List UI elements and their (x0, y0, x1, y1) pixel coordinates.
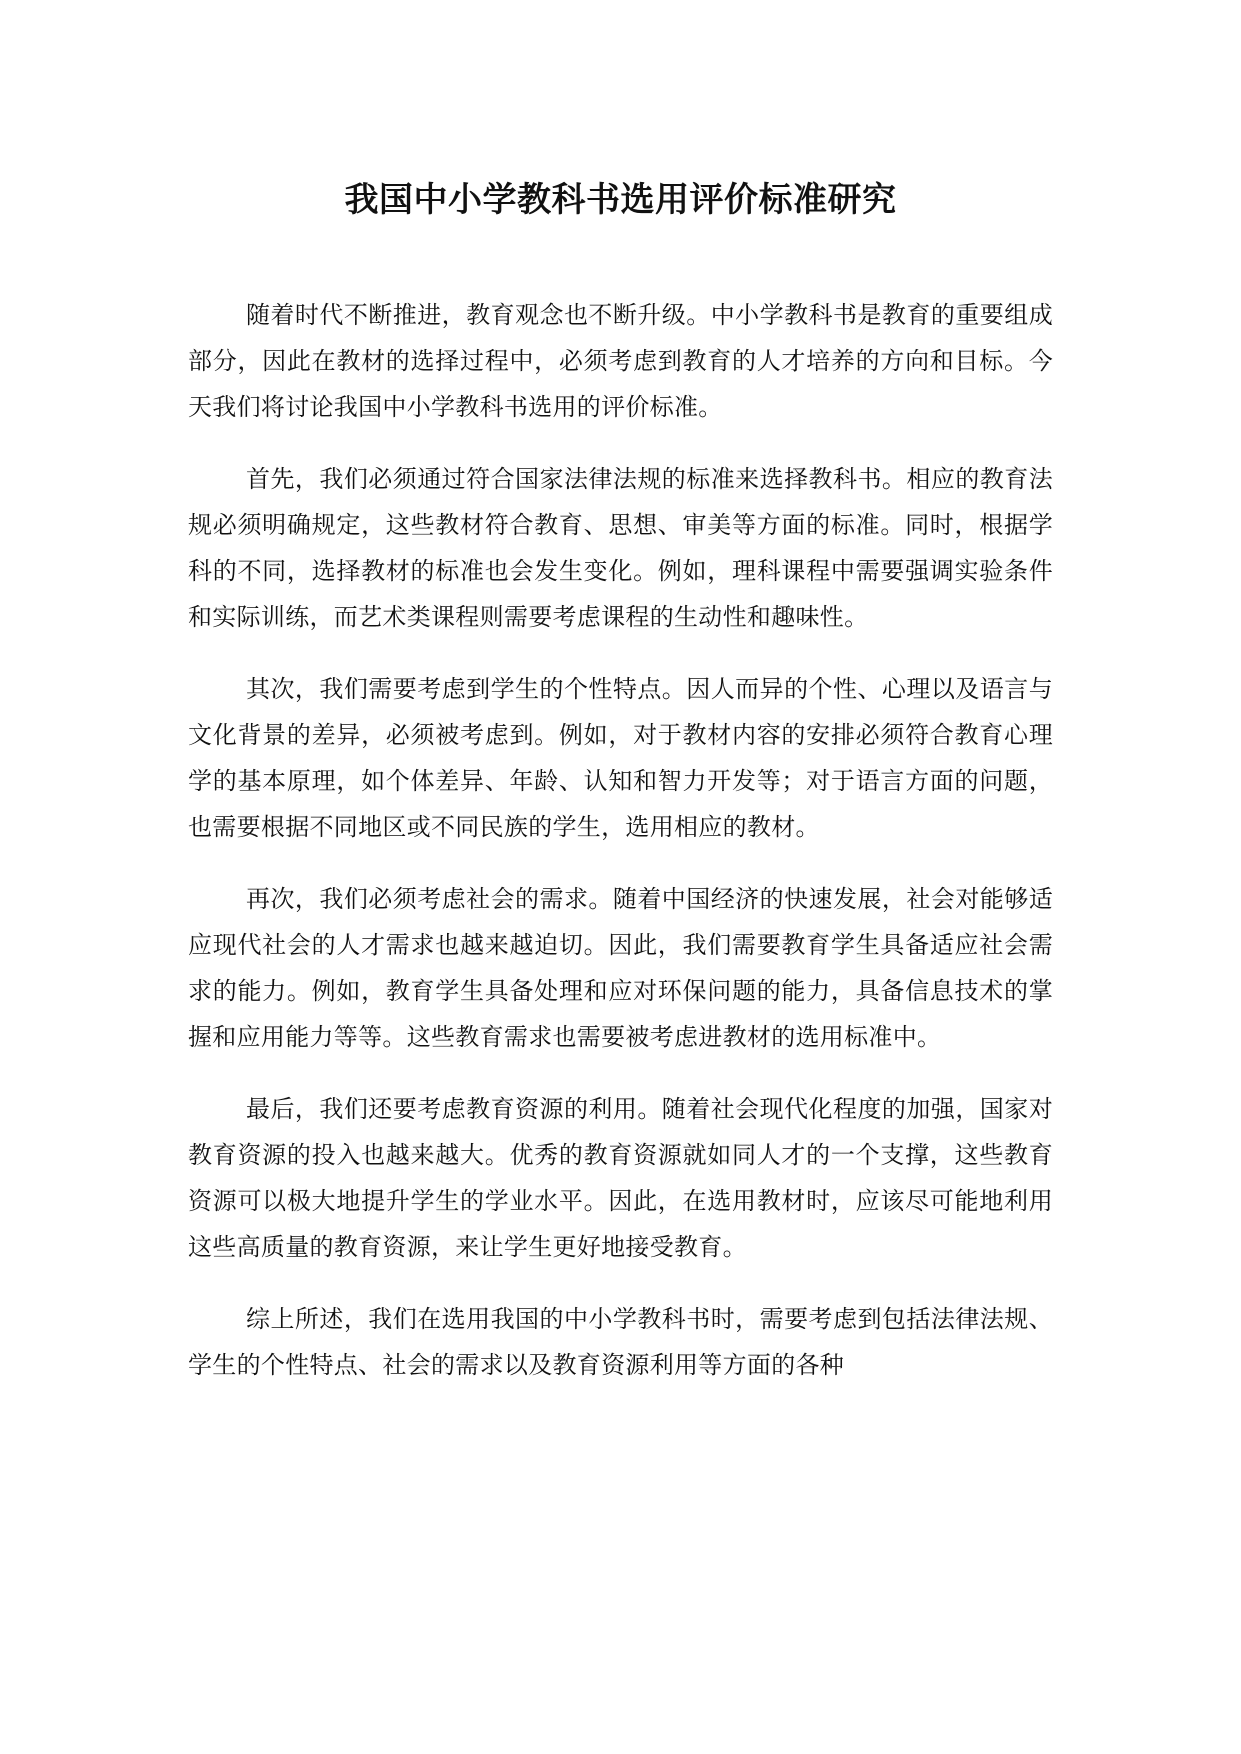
paragraph-first: 首先，我们必须通过符合国家法律法规的标准来选择教科书。相应的教育法规必须明确规定，这些教材符合教育、思想、审美等方面的标准。同时，根据学科的不同，选择教材的标准也会发生变化。例如，理科课程中需要强调实验条件和实际训练，而艺术类课程则需要考虑课程的生动性和趣味性。 (188, 465, 1053, 631)
document-body (188, 292, 1053, 1414)
paragraph-second: 其次，我们需要考虑到学生的个性特点。因人而异的个性、心理以及语言与文化背景的差异，必须被考虑到。例如，对于教材内容的安排必须符合教育心理学的基本原理，如个体差异、年龄、认知和智力开发等；对于语言方面的问题，也需要根据不同地区或不同民族的学生，选用相应的教材。 (188, 675, 1053, 841)
paragraph-third: 再次，我们必须考虑社会的需求。随着中国经济的快速发展，社会对能够适应现代社会的人才需求也越来越迫切。因此，我们需要教育学生具备适应社会需求的能力。例如，教育学生具备处理和应对环保问题的能力，具备信息技术的掌握和应用能力等等。这些教育需求也需要被考虑进教材的选用标准中。 (188, 885, 1053, 1051)
paragraph-fourth: 最后，我们还要考虑教育资源的利用。随着社会现代化程度的加强，国家对教育资源的投入也越来越大。优秀的教育资源就如同人才的一个支撑，这些教育资源可以极大地提升学生的学业水平。因此，在选用教材时，应该尽可能地利用这些高质量的教育资源，来让学生更好地接受教育。 (188, 1095, 1053, 1261)
paragraph-intro: 随着时代不断推进，教育观念也不断升级。中小学教科书是教育的重要组成部分，因此在教材的选择过程中，必须考虑到教育的人才培养的方向和目标。今天我们将讨论我国中小学教科书选用的评价标准。 (188, 301, 1053, 421)
paragraph-summary: 综上所述，我们在选用我国的中小学教科书时，需要考虑到包括法律法规、学生的个性特点、社会的需求以及教育资源利用等方面的各种 (188, 1305, 1053, 1379)
document-title: 我国中小学教科书选用评价标准研究 (344, 180, 897, 220)
